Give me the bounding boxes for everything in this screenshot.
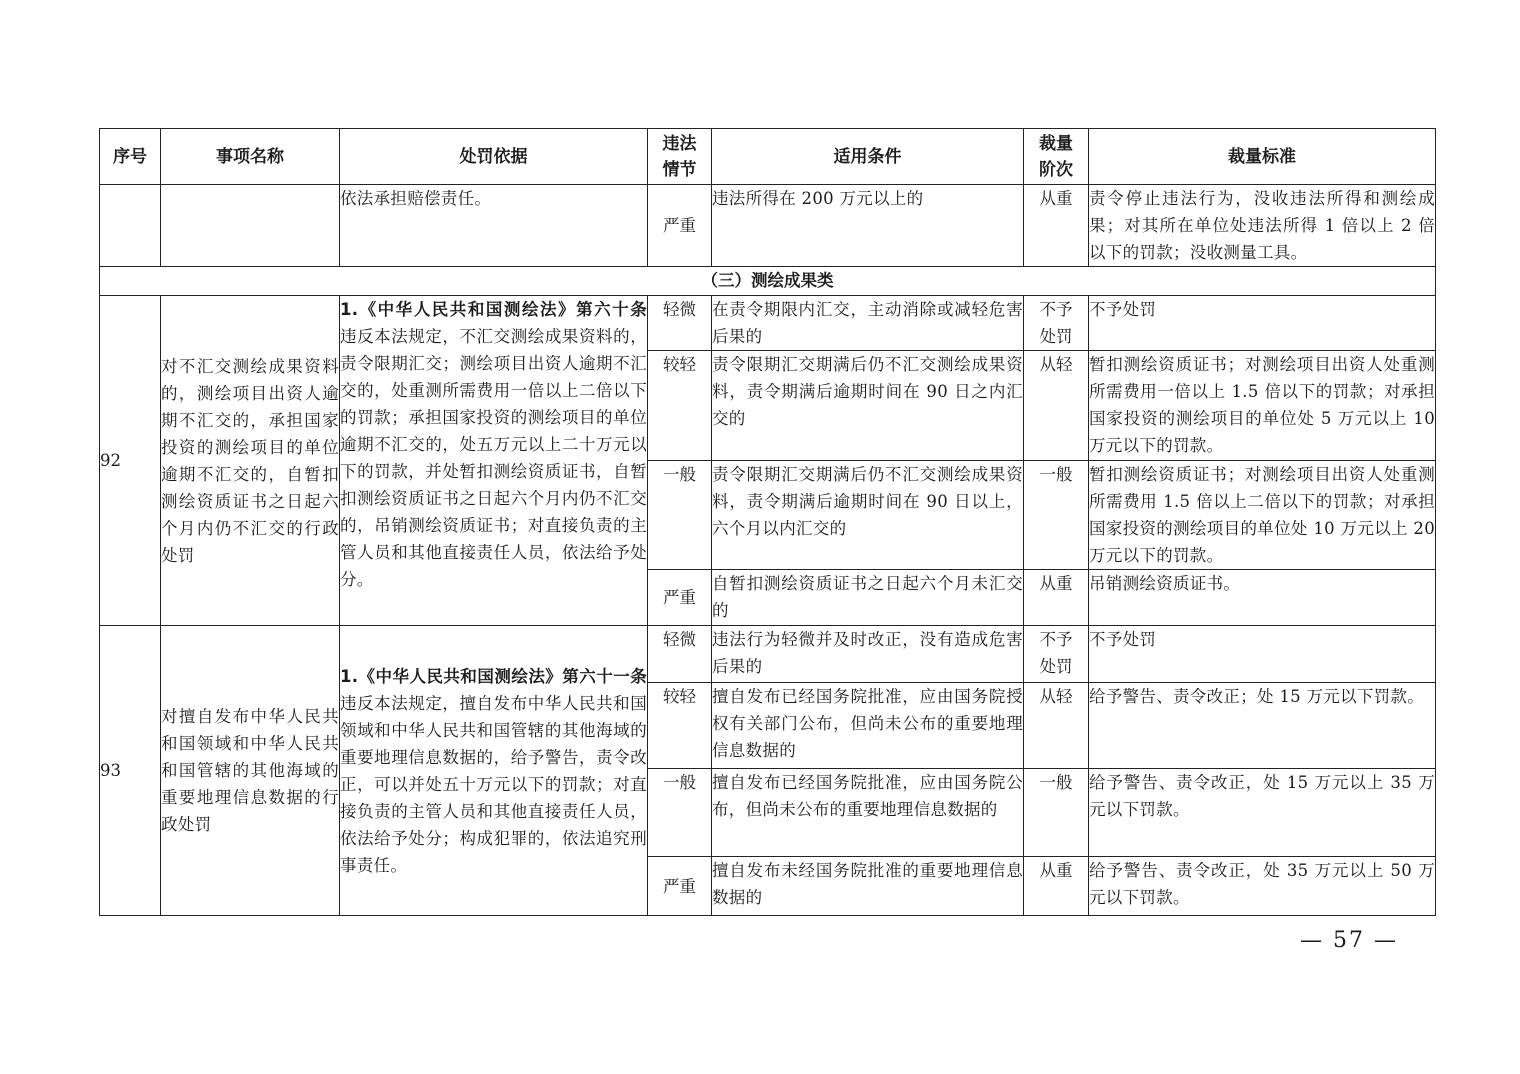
- item-basis: [340, 626, 648, 916]
- standard: 不予处罚: [1089, 626, 1436, 683]
- header-standard: 裁量标准: [1089, 129, 1436, 185]
- cont-level: 从重: [1024, 185, 1089, 267]
- circumstance: 一般: [648, 461, 712, 570]
- condition: 擅自发布已经国务院批准，应由国务院公布，但尚未公布的重要地理信息数据的: [712, 769, 1024, 857]
- condition: 在责令期限内汇交，主动消除或减轻危害后果的: [712, 296, 1024, 351]
- item-seq: 92: [100, 296, 161, 626]
- basis-title: 1.《中华人民共和国测绘法》第六十一条: [340, 666, 647, 686]
- circumstance: 一般: [648, 769, 712, 857]
- level: 不予 处罚: [1024, 626, 1089, 683]
- standard: 给予警告、责令改正，处 35 万元以上 50 万元以下罚款。: [1089, 857, 1436, 916]
- level: 不予 处罚: [1024, 296, 1089, 351]
- circumstance: 严重: [648, 570, 712, 626]
- basis-text: 违反本法规定，不汇交测绘成果资料的，责令限期汇交；测绘项目出资人逾期不汇交的，处重测所需费用一倍以上二倍以下的罚款；承担国家投资的测绘项目的单位逾期不汇交的，处五万元以上二十万元以下的罚款，并处暂扣测绘资质证书，自暂扣测绘资质证书之日起六个月内仍不汇交的，吊销测绘资质证书；对直接负责的主管人员和其他直接责任人员，依法给予处分。: [340, 327, 647, 589]
- standard: 给予警告、责令改正；处 15 万元以下罚款。: [1089, 683, 1436, 769]
- condition: 违法行为轻微并及时改正，没有造成危害后果的: [712, 626, 1024, 683]
- condition: 擅自发布已经国务院批准，应由国务院授权有关部门公布，但尚未公布的重要地理信息数据的: [712, 683, 1024, 769]
- cont-name-cell: [161, 185, 340, 267]
- penalty-discretion-table: [99, 128, 1436, 916]
- level: 从轻: [1024, 351, 1089, 461]
- cont-circumstance: 严重: [648, 185, 712, 267]
- header-circumstance: 违法 情节: [648, 129, 712, 185]
- level: 从重: [1024, 570, 1089, 626]
- table-header-row: [100, 129, 1436, 185]
- table-row: [100, 296, 1436, 351]
- condition: 自暂扣测绘资质证书之日起六个月未汇交的: [712, 570, 1024, 626]
- page-number: — 57 —: [1300, 928, 1398, 953]
- level: 一般: [1024, 769, 1089, 857]
- header-level: 裁量 阶次: [1024, 129, 1089, 185]
- header-seq: 序号: [100, 129, 161, 185]
- table-row: [100, 626, 1436, 683]
- cont-basis: 依法承担赔偿责任。: [340, 185, 648, 267]
- circumstance: 较轻: [648, 351, 712, 461]
- standard: 不予处罚: [1089, 296, 1436, 351]
- condition: 擅自发布未经国务院批准的重要地理信息数据的: [712, 857, 1024, 916]
- standard: 吊销测绘资质证书。: [1089, 570, 1436, 626]
- basis-text: 违反本法规定，擅自发布中华人民共和国领域和中华人民共和国管辖的其他海域的重要地理信息数据的，给予警告，责令改正，可以并处五十万元以下的罚款；对直接负责的主管人员和其他直接责任人员，依法给予处分；构成犯罪的，依法追究刑事责任。: [340, 693, 647, 875]
- category-row: [100, 267, 1436, 296]
- level: 从轻: [1024, 683, 1089, 769]
- standard: 给予警告、责令改正，处 15 万元以上 35 万元以下罚款。: [1089, 769, 1436, 857]
- item-name: 对不汇交测绘成果资料的，测绘项目出资人逾期不汇交的，承担国家投资的测绘项目的单位逾期不汇交的，自暂扣测绘资质证书之日起六个月内仍不汇交的行政处罚: [161, 296, 340, 626]
- circumstance: 严重: [648, 857, 712, 916]
- item-basis: [340, 296, 648, 626]
- standard: 暂扣测绘资质证书；对测绘项目出资人处重测所需费用一倍以上 1.5 倍以下的罚款；对承担国家投资的测绘项目的单位处 5 万元以上 10 万元以下的罚款。: [1089, 351, 1436, 461]
- header-item-name: 事项名称: [161, 129, 340, 185]
- circumstance: 较轻: [648, 683, 712, 769]
- item-seq: 93: [100, 626, 161, 916]
- condition: 责令限期汇交期满后仍不汇交测绘成果资料，责令期满后逾期时间在 90 日以上，六个月以内汇交的: [712, 461, 1024, 570]
- header-condition: 适用条件: [712, 129, 1024, 185]
- cont-condition: 违法所得在 200 万元以上的: [712, 185, 1024, 267]
- cont-seq-cell: [100, 185, 161, 267]
- header-basis: 处罚依据: [340, 129, 648, 185]
- circumstance: 轻微: [648, 296, 712, 351]
- circumstance: 轻微: [648, 626, 712, 683]
- table-row-continuation: [100, 185, 1436, 267]
- item-name: 对擅自发布中华人民共和国领域和中华人民共和国管辖的其他海域的重要地理信息数据的行政处罚: [161, 626, 340, 916]
- condition: 责令限期汇交期满后仍不汇交测绘成果资料，责令期满后逾期时间在 90 日之内汇交的: [712, 351, 1024, 461]
- category-heading: （三）测绘成果类: [100, 267, 1436, 296]
- standard: 暂扣测绘资质证书；对测绘项目出资人处重测所需费用 1.5 倍以上二倍以下的罚款；对承担国家投资的测绘项目的单位处 10 万元以上 20 万元以下的罚款。: [1089, 461, 1436, 570]
- cont-standard: 责令停止违法行为，没收违法所得和测绘成果；对其所在单位处违法所得 1 倍以上 2 倍以下的罚款；没收测量工具。: [1089, 185, 1436, 267]
- level: 一般: [1024, 461, 1089, 570]
- level: 从重: [1024, 857, 1089, 916]
- basis-title: 1.《中华人民共和国测绘法》第六十条: [340, 300, 647, 319]
